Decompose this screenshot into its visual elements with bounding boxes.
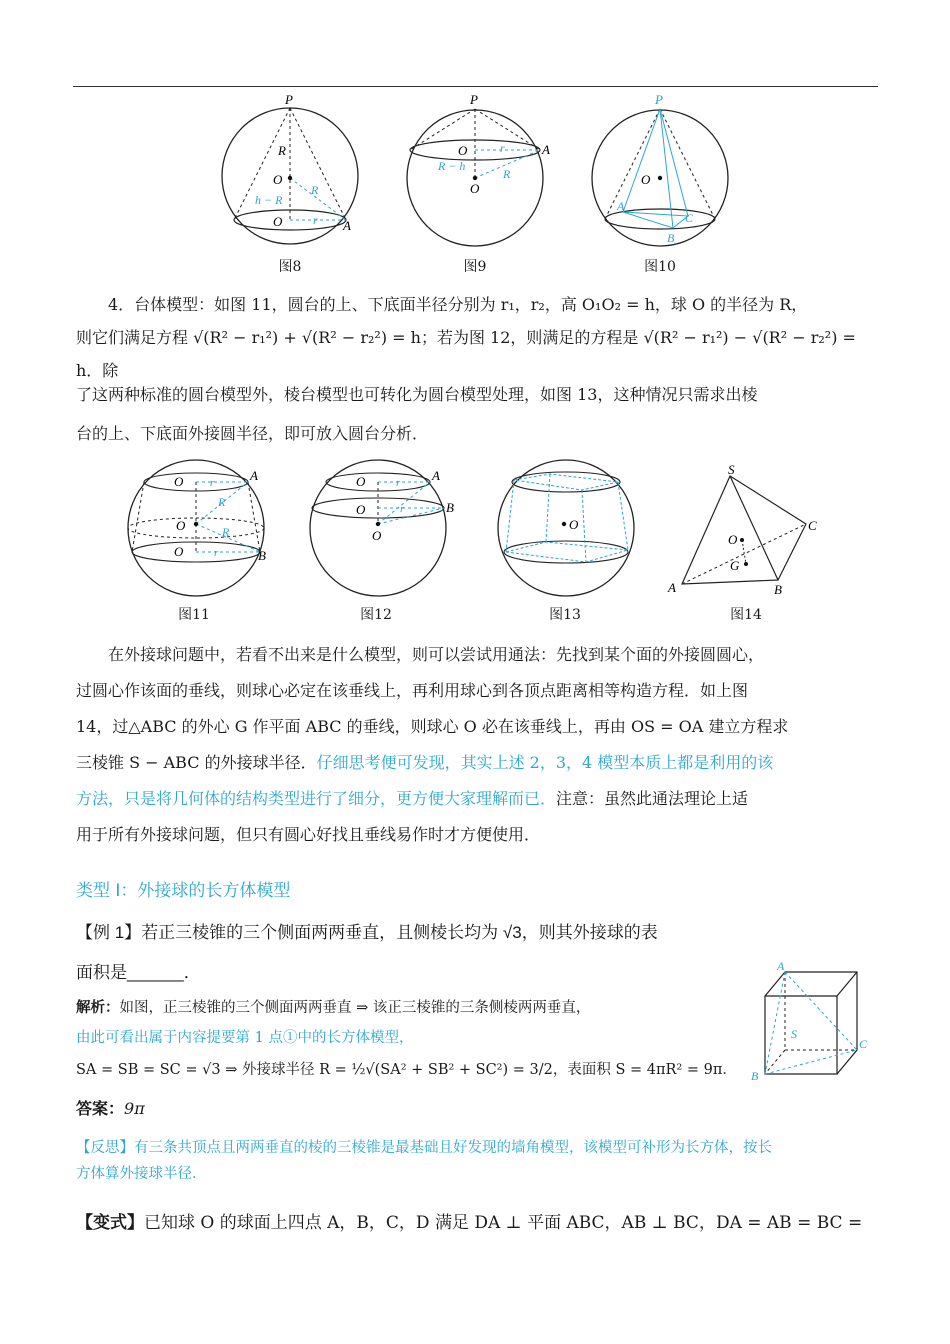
svg-text:B: B	[751, 1069, 759, 1083]
method-line6: 用于所有外接球问题，但只有圆心好找且垂线易作时才方便使用．	[76, 825, 541, 844]
svg-text:O: O	[356, 502, 366, 517]
svg-text:R: R	[278, 143, 286, 158]
svg-text:O: O	[174, 544, 184, 559]
svg-text:A: A	[343, 218, 351, 233]
variant-line	[76, 1208, 862, 1233]
method-line4a: 三棱锥 S − ABC 的外接球半径．	[76, 753, 317, 772]
svg-text:O: O	[356, 474, 366, 489]
svg-text:A: A	[668, 580, 676, 595]
figure-11-caption: 图11	[178, 607, 210, 623]
svg-text:B: B	[774, 582, 782, 597]
svg-text:O: O	[176, 518, 186, 533]
reflection-label: 【反思】	[76, 1140, 134, 1156]
svg-text:C: C	[808, 518, 817, 533]
svg-text:O: O	[470, 181, 480, 196]
svg-text:r: r	[214, 547, 219, 559]
variant-label: 【变式】	[76, 1213, 144, 1232]
solution-label: 解析：	[76, 1000, 120, 1016]
para-4-line1: 4．台体模型：如图 11，圆台的上、下底面半径分别为 r₁，r₂，高 O₁O₂ = h，球 O 的半径为 R，	[108, 295, 808, 314]
answer-line	[76, 1096, 145, 1119]
cuboid-figure	[745, 958, 875, 1086]
reflection-line2: 方体算外接球半径．	[76, 1166, 207, 1182]
reflection-line1	[76, 1136, 772, 1157]
svg-text:O: O	[569, 517, 579, 532]
example1-label: 【例 1】	[76, 923, 142, 942]
svg-text:P: P	[470, 92, 478, 107]
svg-text:C: C	[685, 211, 694, 225]
method-line3: 14，过△ABC 的外心 G 作平面 ABC 的垂线，则球心 O 必在该垂线上，再由 OS = OA 建立方程求	[76, 717, 789, 736]
svg-text:A: A	[432, 468, 440, 483]
section-title: 类型 I：外接球的长方体模型	[76, 881, 291, 901]
svg-text:R: R	[503, 167, 511, 181]
reflection-text1: 有三条共顶点且两两垂直的棱的三棱锥是最基础且好发现的墙角模型，该模型可补形为长方体，按长	[134, 1140, 772, 1156]
svg-text:O: O	[641, 172, 651, 187]
svg-text:A: A	[777, 959, 785, 973]
svg-text:A: A	[542, 142, 550, 157]
figure-13	[490, 458, 640, 608]
figure-8	[215, 92, 365, 252]
svg-text:P: P	[285, 92, 293, 107]
example1-text: 若正三棱锥的三个侧面两两垂直，且侧棱长均为 √3，则其外接球的表	[141, 923, 658, 942]
figure-14-caption: 图14	[730, 607, 762, 623]
solution-line3: SA = SB = SC = √3 ⇒ 外接球半径 R = ½√(SA² + SB² + SC²) = 3/2，表面积 S = 4πR² = 9π．	[76, 1062, 737, 1078]
svg-text:R: R	[222, 525, 230, 539]
svg-text:r: r	[210, 477, 215, 489]
variant-text: 已知球 O 的球面上四点 A，B，C，D 满足 DA ⊥ 平面 ABC，AB ⊥ BC，DA = AB = BC =	[144, 1213, 863, 1233]
figure-10-caption: 图10	[644, 259, 676, 275]
svg-text:r: r	[396, 477, 401, 489]
figure-12-caption: 图12	[360, 607, 392, 623]
svg-text:R − h: R − h	[438, 159, 466, 173]
svg-text:B: B	[446, 500, 454, 515]
method-line5	[76, 782, 881, 815]
figure-10	[585, 92, 735, 252]
svg-text:A: A	[617, 199, 625, 213]
svg-text:O: O	[273, 214, 283, 229]
svg-text:R: R	[311, 183, 319, 197]
figure-9-caption: 图9	[463, 259, 487, 275]
method-line5a: 方法，只是将几何体的结构类型进行了细分，更方便大家理解而已．	[76, 789, 557, 808]
svg-text:B: B	[258, 548, 266, 563]
svg-text:r: r	[400, 503, 405, 515]
para-4-line2: 则它们满足方程 √(R² − r₁²) + √(R² − r₂²) = h；若为图 12，则满足的方程是 √(R² − r₁²) − √(R² − r₂²) = h．除	[76, 328, 856, 380]
method-line1: 在外接球问题中，若看不出来是什么模型，则可以尝试用通法：先找到某个面的外接圆圆心，	[108, 645, 765, 664]
figure-13-caption: 图13	[549, 607, 581, 623]
example1-line2: 面积是______．	[76, 963, 201, 982]
svg-text:O: O	[174, 474, 184, 489]
para-4-line3: 了这两种标准的圆台模型外，棱台模型也可转化为圆台模型处理，如图 13，这种情况只需求出棱	[76, 385, 758, 404]
svg-text:P: P	[655, 92, 663, 107]
figure-12	[300, 458, 470, 608]
method-line2: 过圆心作该面的垂线，则球心必定在该垂线上，再利用球心到各顶点距离相等构造方程．如上图	[76, 681, 749, 700]
svg-text:B: B	[667, 231, 675, 245]
svg-text:h − R: h − R	[255, 193, 283, 207]
answer-label: 答案：	[76, 1101, 125, 1118]
figure-8-caption: 图8	[278, 259, 302, 275]
svg-text:O: O	[728, 532, 738, 547]
solution-text1: 如图，正三棱锥的三个侧面两两垂直 ⇒ 该正三棱锥的三条侧棱两两垂直，	[119, 1000, 591, 1016]
example1-line1	[76, 918, 658, 943]
svg-text:A: A	[250, 468, 258, 483]
svg-text:r: r	[500, 141, 505, 155]
svg-text:S: S	[791, 1027, 797, 1041]
svg-text:O: O	[458, 143, 468, 158]
method-line4b: 仔细思考便可发现，其实上述 2，3，4 模型本质上都是利用的该	[316, 753, 774, 772]
method-line5b: 注意：虽然此通法理论上适	[556, 789, 749, 808]
svg-text:r: r	[313, 213, 318, 227]
svg-text:R: R	[218, 495, 226, 509]
solution-line2: 由此可看出属于内容提要第 1 点①中的长方体模型，	[76, 1030, 414, 1046]
answer-value: 9π	[124, 1099, 145, 1118]
svg-text:G: G	[730, 558, 740, 573]
svg-text:S: S	[728, 462, 735, 477]
figure-11	[118, 458, 278, 608]
method-line4	[76, 746, 881, 779]
figure-9	[400, 92, 560, 252]
header-rule	[73, 86, 878, 87]
svg-text:O: O	[372, 528, 382, 543]
para-4-line4: 台的上、下底面外接圆半径，即可放入圆台分析．	[76, 424, 429, 443]
svg-text:C: C	[859, 1037, 868, 1051]
figure-14	[660, 462, 830, 602]
svg-text:O: O	[273, 172, 283, 187]
solution-line1	[76, 996, 590, 1017]
